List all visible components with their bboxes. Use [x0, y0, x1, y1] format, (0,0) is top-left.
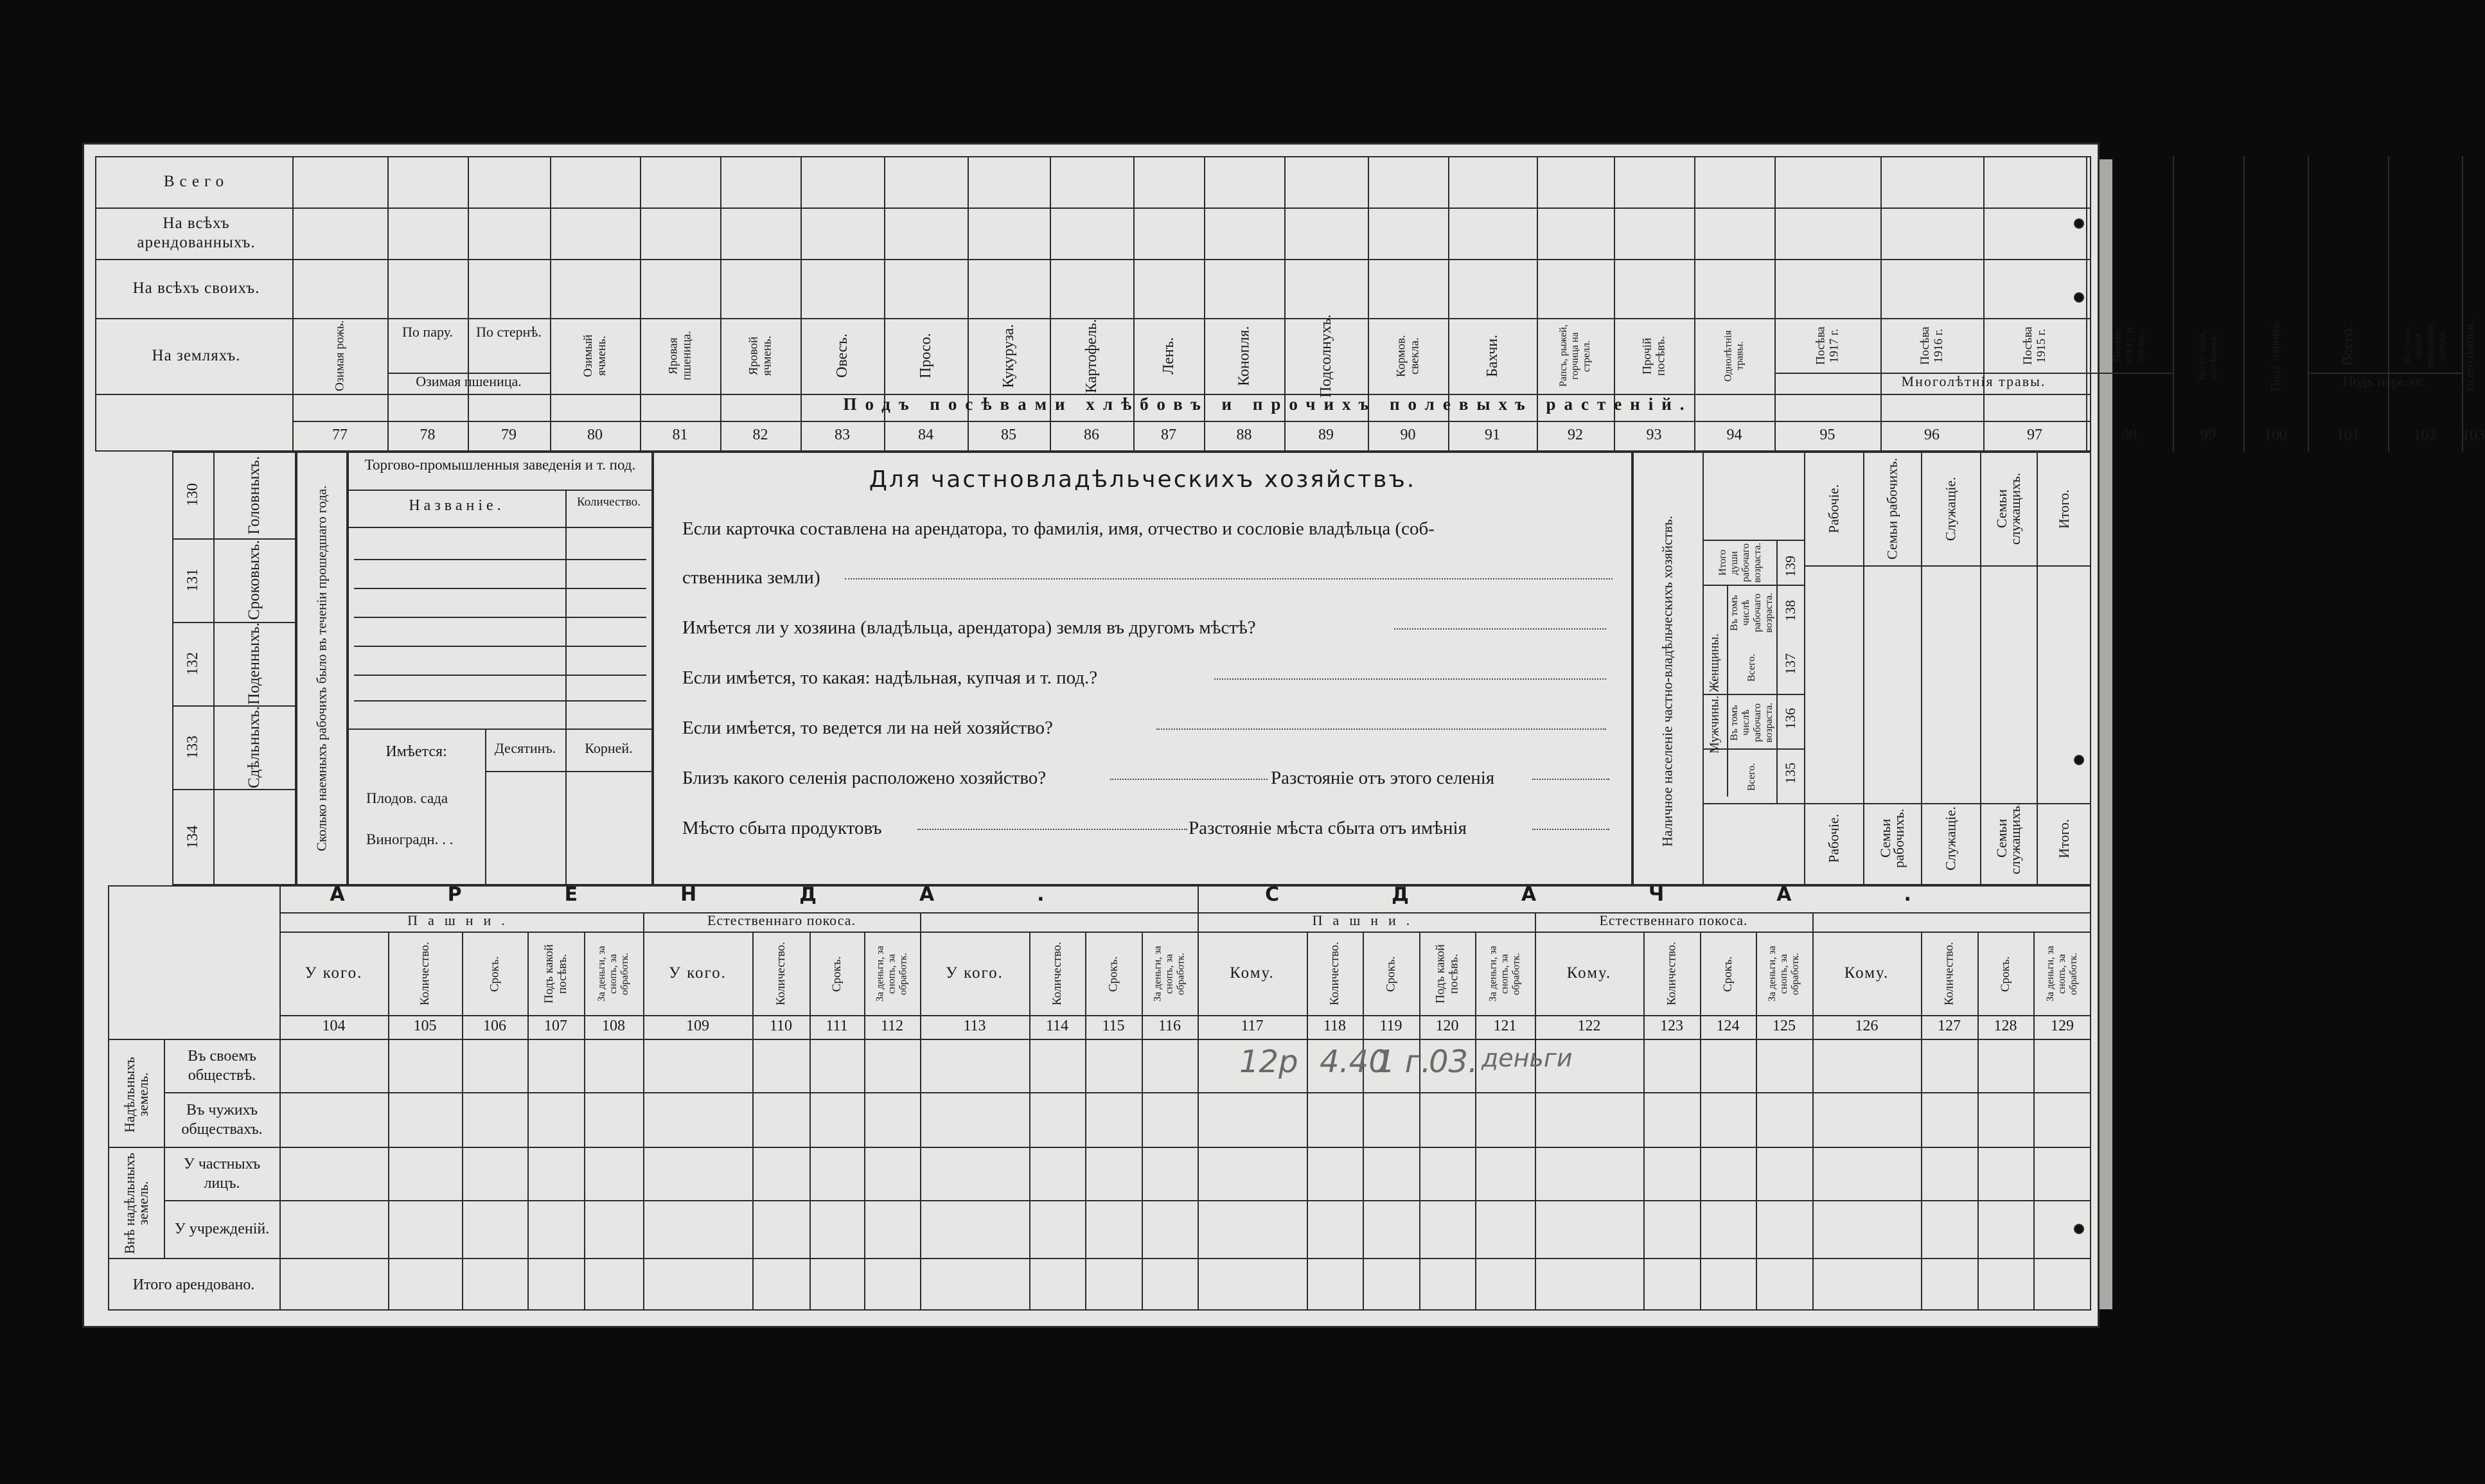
handwritten-entry: 12р	[1239, 1044, 1298, 1080]
rule	[108, 1258, 2091, 1259]
col-number: 113	[963, 1018, 986, 1034]
col-header: За деньги, за снопъ, за обработк.	[1487, 946, 1522, 1002]
private-question-q5b: Разстоянiе отъ этого селенiя	[1271, 768, 1495, 788]
col-number: 116	[1158, 1018, 1181, 1034]
private-question-q6b: Разстоянiе мѣста сбыта отъ имѣнiя	[1189, 818, 1467, 838]
answer-line	[1394, 628, 1606, 630]
col-number: 93	[1646, 427, 1662, 443]
orchard-row-label: Виноградн. . .	[366, 831, 454, 847]
top-row-label: На всѣхъ своихъ.	[132, 279, 260, 297]
col-number: 121	[1493, 1018, 1517, 1034]
mnogolet-label: Многолѣтнiя травы.	[1901, 373, 2046, 389]
col-number: 95	[1819, 427, 1835, 443]
col-number: 111	[826, 1018, 848, 1034]
punch-mark	[2074, 755, 2084, 765]
private-question-q5a: Близъ какого селенiя расположено хозяйство?	[682, 768, 1047, 788]
crop-header: Бахчи.	[1484, 334, 1501, 378]
rule	[164, 1039, 165, 1258]
crop-header: Прочiй посѣвъ.	[1640, 336, 1668, 376]
crop-header: Яровая пшеница.	[666, 331, 694, 381]
trade-title: Торгово-промышленныя заведенiя и т. под.	[364, 457, 636, 473]
subgroup-pashni: Пашни.	[1312, 912, 1420, 928]
crop-header: Овесъ.	[834, 333, 851, 378]
population-number: 139	[1782, 556, 1798, 578]
col-number: 84	[918, 427, 933, 443]
col-number: 106	[483, 1018, 506, 1034]
col-header: У кого.	[305, 964, 363, 982]
row-label: У учрежденiй.	[174, 1221, 270, 1237]
col-number: 92	[1568, 427, 1583, 443]
rule	[164, 1092, 2091, 1093]
col-number: 86	[1084, 427, 1099, 443]
pop-itogo-work: Итого души рабочаго возраста.	[1717, 542, 1763, 583]
col-header: За деньги, за снопъ, за обработк.	[874, 946, 909, 1002]
col-header: Подъ какой посѣвъ.	[1433, 944, 1461, 1004]
col-header: Количество.	[1942, 942, 1956, 1006]
livestock-label: Головныхъ.	[245, 455, 263, 534]
rule	[108, 1147, 164, 1148]
population-col-header-bottom: Семьи рабочихъ.	[1877, 808, 1907, 869]
livestock-number: 134	[184, 826, 201, 849]
col-header: Срокъ.	[1721, 956, 1735, 992]
col-header: За деньги, за снопъ, за обработк.	[1767, 946, 1801, 1002]
crop-header: Въ томъ числѣ переложн. залежь.	[2401, 323, 2448, 368]
livestock-label: Поденныхъ.	[245, 623, 263, 705]
rule	[348, 527, 653, 528]
col-header: Кому.	[1566, 964, 1612, 982]
col-number: 122	[1577, 1018, 1601, 1034]
top-col-rule	[2308, 156, 2309, 452]
private-question-q2: Имѣется ли у хозяина (владѣльца, арендатора) земля въ другомъ мѣстѣ?	[682, 617, 1256, 638]
crop-header: Рапсъ, рыжей, горчица на стрелл.	[1558, 324, 1592, 387]
rule	[485, 771, 653, 772]
rule	[279, 932, 2091, 933]
population-col-header-bottom: Итого.	[2056, 818, 2072, 858]
punch-mark	[2074, 218, 2084, 229]
col-number: 85	[1001, 427, 1016, 443]
dotted-row	[354, 559, 646, 560]
pop-total-women: Всего.	[1746, 653, 1757, 682]
hired-workers-label: Сколько наемныхъ рабочихъ было въ теченiи прошедшаго года.	[314, 485, 330, 852]
population-number: 135	[1782, 763, 1798, 784]
bottom-col-rule	[1198, 885, 1199, 1311]
private-title: Для частновладѣльческихъ хозяйствъ.	[869, 466, 1417, 493]
col-number: 105	[413, 1018, 437, 1034]
col-number: 126	[1855, 1018, 1879, 1034]
answer-line	[1156, 729, 1606, 730]
dotted-row	[354, 700, 646, 702]
dotted-row	[354, 646, 646, 647]
col-number: 99	[2200, 427, 2216, 443]
col-number: 112	[880, 1018, 904, 1034]
col-number: 89	[1318, 427, 1334, 443]
population-number: 136	[1782, 708, 1798, 730]
livestock-number: 132	[184, 652, 201, 675]
col-number: 78	[420, 427, 436, 443]
crop-header: Посѣва 1917 г.	[1814, 326, 1841, 365]
crop-header: Просо.	[917, 333, 934, 379]
col-number: 114	[1045, 1018, 1069, 1034]
col-number: 96	[1924, 427, 1940, 443]
col-number: 117	[1241, 1018, 1264, 1034]
dotted-row	[354, 617, 646, 618]
crop-header: Посѣва 1914 г. и предыд.	[2112, 327, 2146, 364]
col-header: Срокъ.	[1999, 956, 2012, 992]
private-question-q6a: Мѣсто сбыта продуктовъ	[682, 818, 882, 838]
top-col-rule	[2462, 156, 2463, 452]
top-col-rule	[2388, 156, 2389, 452]
handwritten-entry: деньги	[1481, 1044, 1573, 1072]
col-number: 80	[587, 427, 603, 443]
private-question-q1b: ственника земли)	[682, 567, 820, 588]
crop-header: Однолѣтнiя травы.	[1722, 330, 1746, 382]
col-header: У кого.	[946, 964, 1004, 982]
population-col-header-bottom: Рабочiе.	[1825, 813, 1842, 863]
rule	[1804, 803, 2091, 804]
orchard-has: Имѣется:	[385, 743, 447, 760]
col-number: 109	[686, 1018, 709, 1034]
col-number-rule	[292, 421, 2091, 422]
crop-header: Кукуруза.	[1000, 324, 1017, 388]
col-number: 87	[1161, 427, 1176, 443]
rule	[213, 452, 215, 885]
col-header: Количество.	[1328, 942, 1341, 1006]
population-col-header-top: Итого.	[2056, 489, 2072, 529]
population-col-header-bottom: Семьи служащихъ.	[1994, 802, 2023, 875]
population-number: 137	[1782, 653, 1798, 675]
arenda-title: АРЕНДА.	[330, 883, 1147, 906]
answer-line	[845, 578, 1613, 579]
subgroup-pokos: Естественнаго покоса.	[707, 912, 856, 928]
col-number: 77	[332, 427, 348, 443]
col-number: 98	[2121, 427, 2137, 443]
pop-total-men: Всего.	[1746, 763, 1757, 791]
subgroup-pokos: Естественнаго покоса.	[1599, 912, 1748, 928]
pop-working-women: Въ томъ числѣ рабочаго возраста.	[1729, 592, 1774, 633]
col-header: Срокъ.	[1106, 956, 1120, 992]
pop-working-men: Въ томъ числѣ рабочаго возраста.	[1729, 702, 1774, 743]
crop-header: Ленъ.	[1160, 337, 1177, 375]
rule	[279, 885, 281, 1311]
col-number: 104	[322, 1018, 346, 1034]
crop-header: Посѣва 1915 г.	[2021, 326, 2048, 365]
rule	[1702, 803, 1804, 804]
rule	[348, 729, 653, 730]
rule	[1804, 565, 2091, 567]
col-number: 124	[1716, 1018, 1740, 1034]
answer-line	[1532, 829, 1609, 830]
crop-header: Всего.	[2339, 324, 2357, 367]
col-header: За деньги, за снопъ, за обработк.	[596, 946, 630, 1002]
col-number: 123	[1660, 1018, 1683, 1034]
col-number: 97	[2027, 427, 2042, 443]
col-number: 101	[2336, 427, 2360, 443]
answer-line	[917, 829, 1187, 830]
crop-header: По пару.	[402, 324, 453, 340]
crop-header: Картофель.	[1083, 319, 1100, 393]
livestock-label: Сроковыхъ.	[245, 540, 263, 621]
crop-header: Кормов. свекла.	[1394, 335, 1422, 377]
orchard-row-label: Плодов. сада	[366, 790, 448, 806]
col-number: 82	[752, 427, 768, 443]
crops-banner: Подъ посѣвами хлѣбовъ и прочихъ полевыхъ растенiй.	[843, 394, 1693, 414]
col-header: Срокъ.	[1384, 956, 1398, 992]
trade-qty-header: Количество.	[577, 495, 641, 509]
population-col-header-top: Семьи служащихъ.	[1994, 472, 2023, 545]
col-number: 118	[1323, 1018, 1347, 1034]
top-row-label: Всего	[163, 173, 229, 190]
livestock-number: 130	[184, 483, 201, 507]
col-number: 129	[2051, 1018, 2074, 1034]
orchard-kor-header: Корней.	[585, 740, 633, 756]
col-number: 102	[2413, 427, 2437, 443]
col-number: 91	[1485, 427, 1500, 443]
col-header: Кому.	[1844, 964, 1889, 982]
punch-mark	[2074, 292, 2084, 303]
private-question-q4: Если имѣется, то ведется ли на ней хозяйство?	[682, 718, 1053, 738]
sdacha-title: СДАЧА.	[1265, 883, 2024, 906]
top-row-label: На всѣхъ арендованныхъ.	[137, 215, 256, 251]
row-label: Въ чужихъ обществахъ.	[181, 1101, 263, 1138]
subgroup-pashni: Пашни.	[407, 912, 515, 928]
population-col-header-top: Семьи рабочихъ.	[1884, 457, 1900, 560]
col-number: 83	[835, 427, 850, 443]
col-header: Количество.	[418, 942, 432, 1006]
handwritten-entry: 4.40	[1320, 1044, 1388, 1080]
population-col-header-top: Рабочiе.	[1825, 484, 1842, 534]
crop-header: Посѣва 1916 г.	[1918, 326, 1945, 365]
punch-mark	[2074, 1224, 2084, 1234]
population-col-header-top: Служащiе.	[1942, 477, 1959, 541]
left-group-vne: Внѣ надѣльныхъ земель.	[121, 1153, 151, 1254]
col-number: 128	[1994, 1018, 2017, 1034]
col-number: 125	[1773, 1018, 1796, 1034]
top-row-label: На земляхъ.	[152, 347, 241, 364]
col-number: 107	[544, 1018, 567, 1034]
pod-perelog-label: Подъ перелог.	[2342, 373, 2427, 389]
col-header: За деньги, за снопъ, за обработк.	[2045, 946, 2079, 1002]
orchard-des-header: Десятинъ.	[494, 740, 556, 756]
private-question-q1: Если карточка составлена на арендатора, то фамилiя, имя, отчество и сословiе владѣльца (соб-	[682, 518, 1435, 539]
itogo-rented-label: Итого арендовано.	[132, 1276, 255, 1293]
col-number: 110	[769, 1018, 793, 1034]
crop-header: Всего пашни.	[2463, 321, 2477, 391]
col-number: 120	[1435, 1018, 1459, 1034]
rule	[348, 490, 653, 491]
left-group-nadel: Надѣльныхъ земель.	[121, 1057, 151, 1133]
answer-line	[1110, 779, 1268, 780]
ozimaya-label: Озимая пшеница.	[416, 373, 522, 389]
population-col-header-bottom: Служащiе.	[1942, 806, 1959, 870]
rule	[1702, 540, 1804, 541]
dotted-row	[354, 588, 646, 589]
livestock-number: 133	[184, 736, 201, 759]
col-number: 127	[1938, 1018, 1961, 1034]
col-number: 119	[1379, 1018, 1402, 1034]
col-number: 90	[1400, 427, 1416, 443]
top-col-rule	[2243, 156, 2245, 452]
col-header: Срокъ.	[830, 956, 844, 992]
livestock-label: Сдѣльныхъ.	[245, 706, 263, 788]
crop-header: Конопля.	[1235, 326, 1253, 386]
rule	[164, 1200, 2091, 1201]
top-row-rule	[95, 259, 2091, 260]
col-number: 100	[2264, 427, 2287, 443]
col-header: Подъ какой посѣвъ.	[542, 944, 569, 1004]
crop-header: По стернѣ.	[476, 324, 542, 340]
crop-header: Озимая рожь.	[333, 320, 347, 392]
col-header: Срокъ.	[488, 956, 502, 992]
private-question-q3: Если имѣется, то какая: надѣльная, купчая и т. под.?	[682, 667, 1098, 688]
col-number: 81	[672, 427, 688, 443]
handwritten-entry: 03.	[1429, 1044, 1478, 1080]
rule	[164, 1147, 2091, 1148]
row-label: У частныхъ лицъ.	[183, 1155, 261, 1192]
trade-name-header: Названiе.	[409, 497, 505, 514]
crop-header: Подъ паромъ.	[2268, 320, 2283, 392]
col-number: 115	[1102, 1018, 1125, 1034]
col-number: 79	[501, 427, 517, 443]
crop-header: Подсолнухъ.	[1318, 314, 1334, 398]
col-header: Количество.	[1665, 942, 1679, 1006]
col-header: За деньги, за снопъ, за обработк.	[1152, 946, 1187, 1002]
col-number: 94	[1726, 427, 1742, 443]
handwritten-entry: 1 г.	[1375, 1044, 1431, 1080]
answer-line	[1214, 678, 1606, 680]
crop-header: Всего подъ посѣвомъ.	[2197, 331, 2219, 380]
crop-header: Озимый ячмень.	[581, 334, 608, 378]
population-title: Наличное населенiе частно-владѣльческихъ хозяйствъ.	[1659, 515, 1676, 847]
population-number: 138	[1782, 600, 1798, 622]
col-header: Количество.	[774, 942, 788, 1006]
rule	[1776, 540, 1778, 803]
livestock-number: 131	[184, 569, 201, 592]
dotted-row	[354, 675, 646, 676]
col-header: У кого.	[669, 964, 727, 982]
col-header: Количество.	[1050, 942, 1064, 1006]
population-men-women: Мужчины. Женщины.	[1707, 633, 1722, 754]
rule	[108, 1039, 2091, 1040]
answer-line	[1532, 779, 1609, 780]
col-number: 88	[1236, 427, 1252, 443]
col-header: Кому.	[1230, 964, 1275, 982]
col-number: 108	[602, 1018, 625, 1034]
crop-header: Яровой ячмень.	[747, 335, 774, 376]
col-number: 103	[2462, 427, 2485, 443]
row-label: Въ своемъ обществѣ.	[188, 1047, 256, 1084]
top-row-rule	[95, 208, 2091, 209]
